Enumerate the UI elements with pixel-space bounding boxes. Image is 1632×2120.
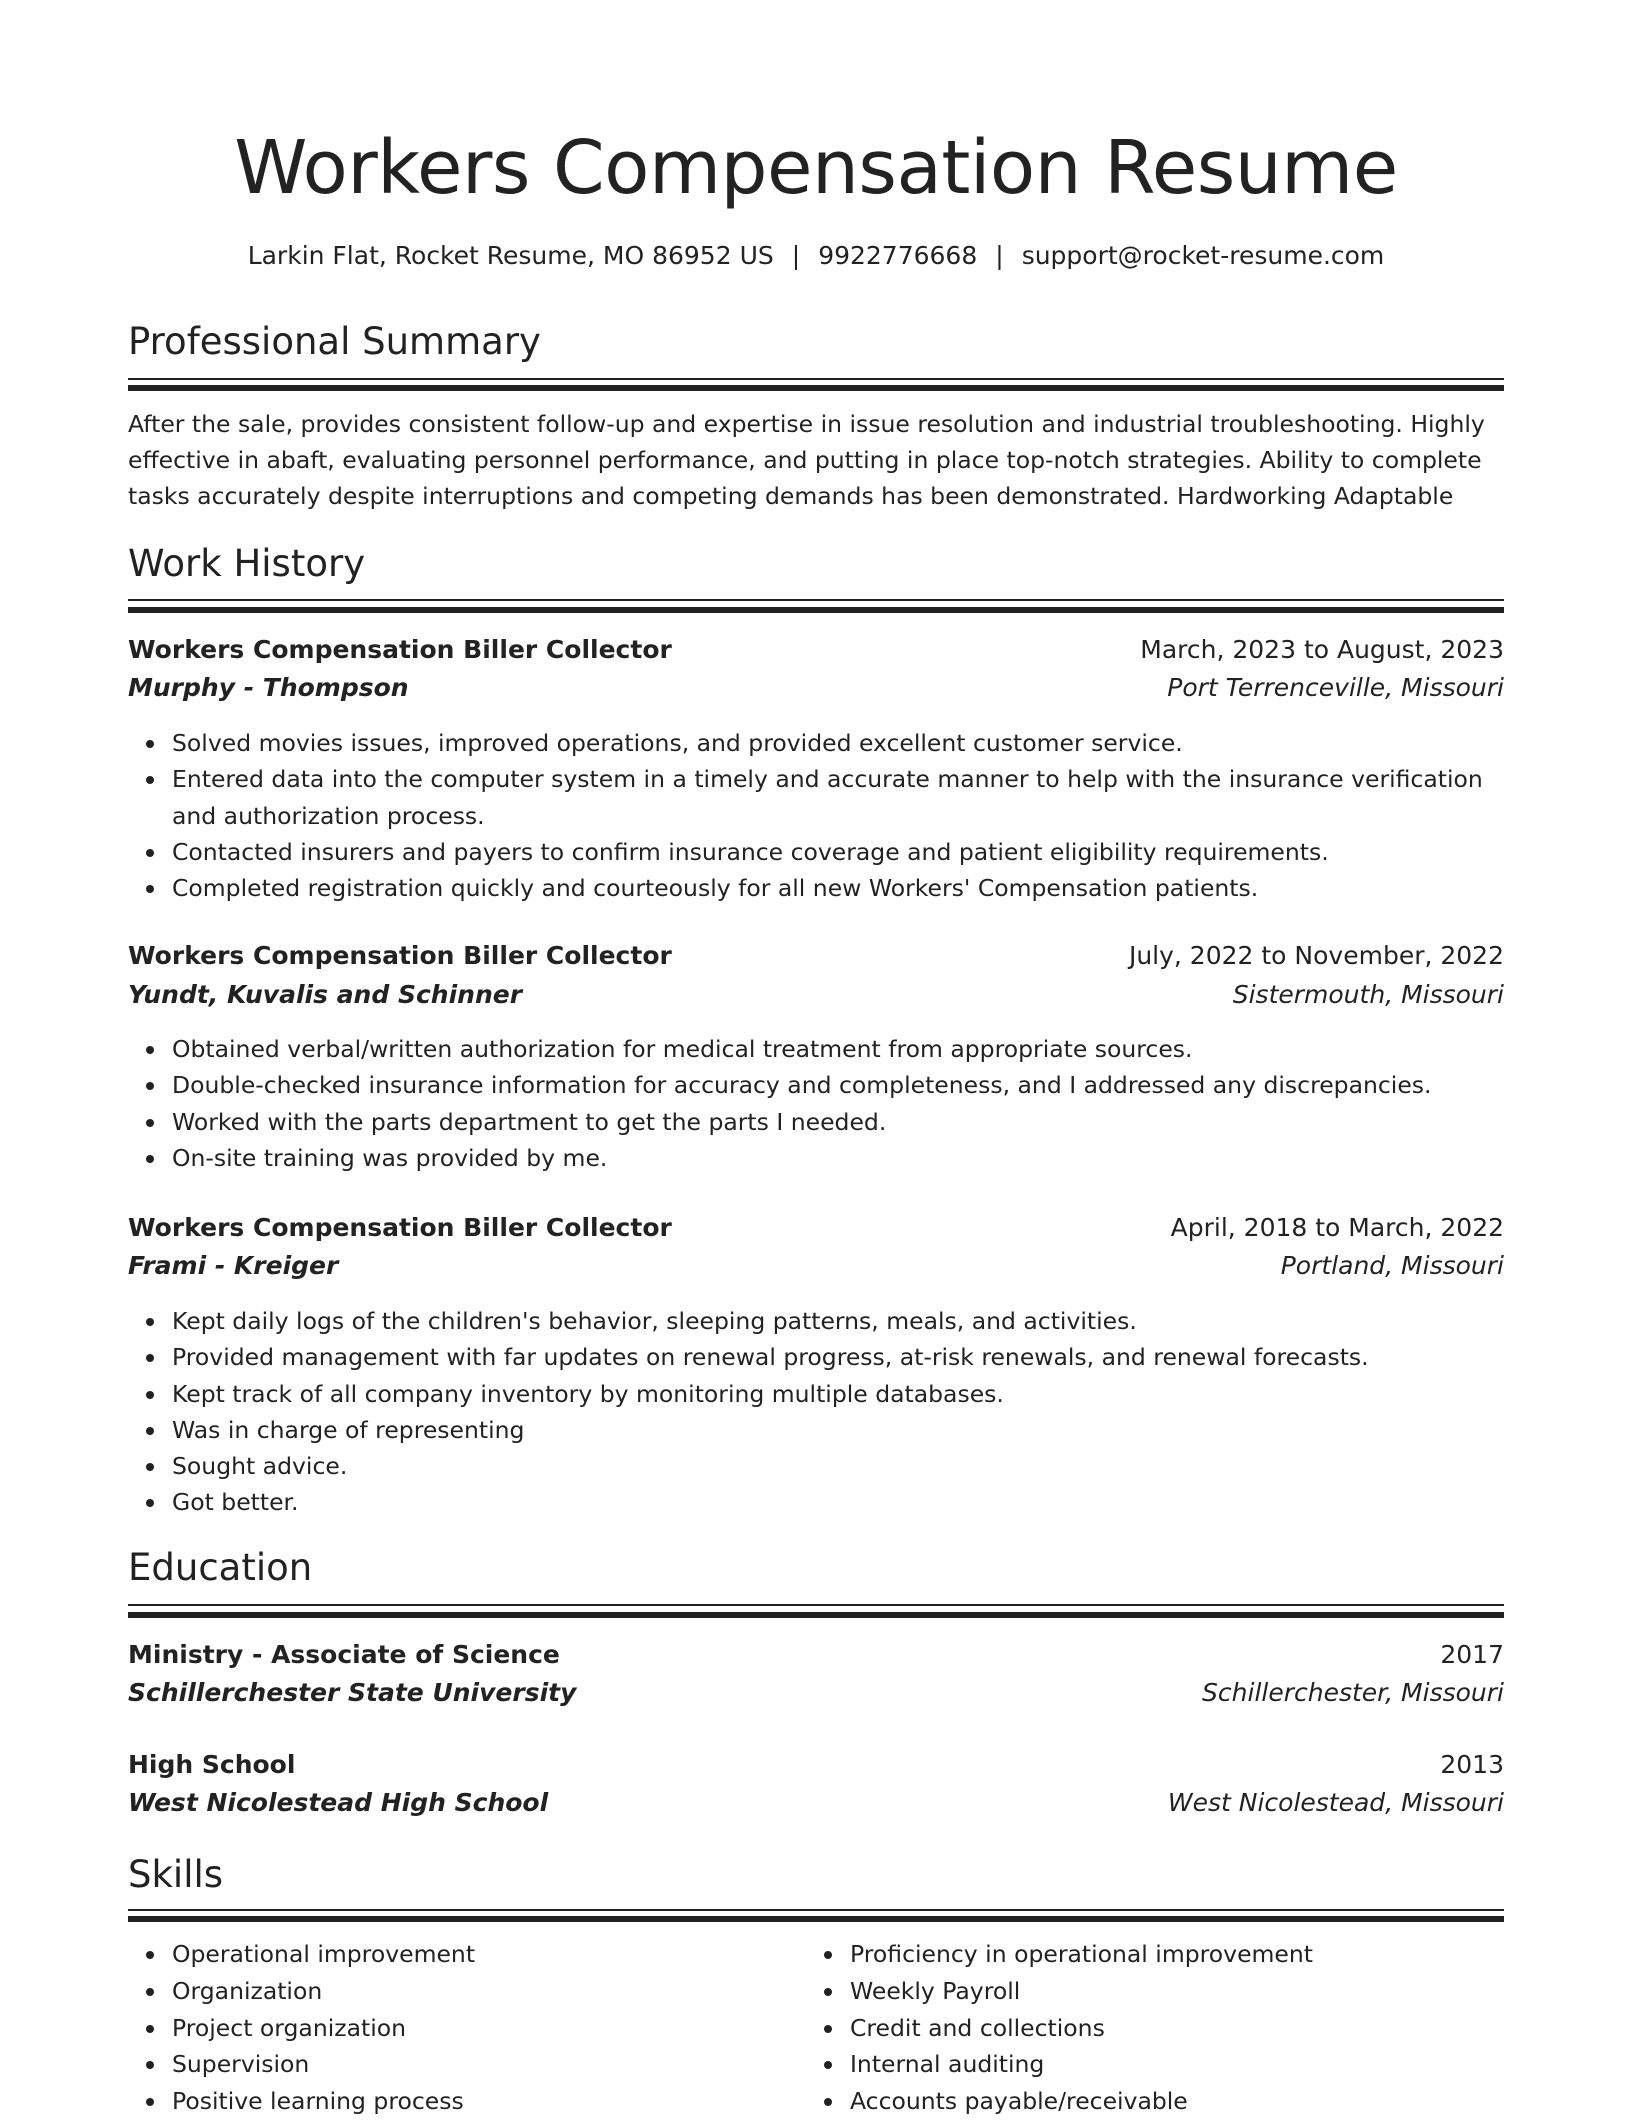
education-location: Schillerchester, Missouri bbox=[1202, 1678, 1504, 1707]
section-divider bbox=[128, 607, 1504, 613]
list-item: Was in charge of representing bbox=[172, 1412, 1504, 1448]
summary-heading: Professional Summary bbox=[128, 320, 541, 363]
job-location: Portland, Missouri bbox=[1280, 1251, 1504, 1280]
job-title-row bbox=[128, 938, 1504, 974]
skills-list-right bbox=[806, 1936, 1486, 2120]
job-company-row bbox=[128, 1248, 1504, 1284]
job-bullets bbox=[128, 725, 1504, 906]
summary-text: After the sale, provides consistent follow-up and expertise in issue resolution and industrial troubleshooting. Highly effective in abaft, evaluating personnel performance, and putting in place top-notch strategies. Ability to complete tasks accurately despite interruptions and competing demands has been demonstrated. Hardworking Adaptable bbox=[128, 410, 1485, 510]
job-title-row bbox=[128, 1210, 1504, 1246]
section-divider bbox=[128, 599, 1504, 601]
section-divider bbox=[128, 1909, 1504, 1911]
job-dates: April, 2018 to March, 2022 bbox=[1170, 1213, 1504, 1242]
job-dates: March, 2023 to August, 2023 bbox=[1140, 635, 1504, 664]
education-degree: High School bbox=[128, 1750, 296, 1779]
list-item: Organization bbox=[172, 1973, 808, 2010]
job-dates: July, 2022 to November, 2022 bbox=[1128, 941, 1504, 970]
list-item: Worked with the parts department to get the parts I needed. bbox=[172, 1104, 1504, 1140]
list-item: Double-checked insurance information for accuracy and completeness, and I addressed any discrepancies. bbox=[172, 1067, 1504, 1103]
job-role: Workers Compensation Biller Collector bbox=[128, 1213, 672, 1242]
education-location: West Nicolestead, Missouri bbox=[1167, 1788, 1504, 1817]
education-school: Schillerchester State University bbox=[128, 1678, 577, 1707]
job-location: Port Terrenceville, Missouri bbox=[1167, 673, 1504, 702]
section-divider bbox=[128, 385, 1504, 391]
list-item: Project organization bbox=[172, 2010, 808, 2047]
section-divider bbox=[128, 1916, 1504, 1922]
contact-line bbox=[128, 238, 1504, 274]
contact-address: Larkin Flat, Rocket Resume, MO 86952 US bbox=[247, 241, 774, 270]
list-item: Positive learning process bbox=[172, 2083, 808, 2120]
list-item: Operational improvement bbox=[172, 1936, 808, 1973]
job-role: Workers Compensation Biller Collector bbox=[128, 635, 672, 664]
resume-title: Workers Compensation Resume bbox=[234, 125, 1398, 211]
work-heading: Work History bbox=[128, 542, 366, 585]
job-company-row bbox=[128, 977, 1504, 1013]
list-item: Kept track of all company inventory by monitoring multiple databases. bbox=[172, 1376, 1504, 1412]
list-item: Provided management with far updates on renewal progress, at-risk renewals, and renewal forecasts. bbox=[172, 1339, 1504, 1375]
list-item: Sought advice. bbox=[172, 1448, 1504, 1484]
list-item: Contacted insurers and payers to confirm insurance coverage and patient eligibility requirements. bbox=[172, 834, 1504, 870]
section-divider bbox=[128, 1604, 1504, 1606]
skills-heading: Skills bbox=[128, 1853, 224, 1896]
job-company: Murphy - Thompson bbox=[128, 673, 409, 702]
education-section-header bbox=[128, 1544, 1504, 1592]
job-bullets bbox=[128, 1031, 1504, 1176]
list-item: Supervision bbox=[172, 2046, 808, 2083]
skills-list-left bbox=[128, 1936, 808, 2120]
education-school-row bbox=[128, 1785, 1504, 1821]
education-year: 2017 bbox=[1440, 1640, 1504, 1669]
list-item: Accounts payable/receivable bbox=[850, 2083, 1486, 2120]
education-degree: Ministry - Associate of Science bbox=[128, 1640, 560, 1669]
education-degree-row bbox=[128, 1637, 1504, 1673]
education-heading: Education bbox=[128, 1546, 313, 1589]
contact-phone: 9922776668 bbox=[818, 241, 978, 270]
education-degree-row bbox=[128, 1747, 1504, 1783]
education-year: 2013 bbox=[1440, 1750, 1504, 1779]
list-item: Obtained verbal/written authorization for medical treatment from appropriate sources. bbox=[172, 1031, 1504, 1067]
contact-separator: | bbox=[791, 241, 801, 270]
education-school-row bbox=[128, 1675, 1504, 1711]
list-item: Weekly Payroll bbox=[850, 1973, 1486, 2010]
list-item: Proficiency in operational improvement bbox=[850, 1936, 1486, 1973]
skills-section-header bbox=[128, 1851, 1504, 1899]
summary-section-header bbox=[128, 318, 1504, 366]
list-item: Entered data into the computer system in a timely and accurate manner to help with the insurance verification and authorization process. bbox=[172, 761, 1504, 834]
contact-separator: | bbox=[995, 241, 1004, 270]
section-divider bbox=[128, 1612, 1504, 1618]
job-location: Sistermouth, Missouri bbox=[1232, 980, 1504, 1009]
list-item: Completed registration quickly and courteously for all new Workers' Compensation patients. bbox=[172, 870, 1504, 906]
job-title-row bbox=[128, 632, 1504, 668]
contact-email: support@rocket-resume.com bbox=[1021, 241, 1385, 270]
list-item: Credit and collections bbox=[850, 2010, 1486, 2047]
job-company: Yundt, Kuvalis and Schinner bbox=[128, 980, 523, 1009]
list-item: On-site training was provided by me. bbox=[172, 1140, 1504, 1176]
list-item: Solved movies issues, improved operations, and provided excellent customer service. bbox=[172, 725, 1504, 761]
section-divider bbox=[128, 378, 1504, 380]
job-company: Frami - Kreiger bbox=[128, 1251, 339, 1280]
job-company-row bbox=[128, 670, 1504, 706]
list-item: Kept daily logs of the children's behavior, sleeping patterns, meals, and activities. bbox=[172, 1303, 1504, 1339]
job-role: Workers Compensation Biller Collector bbox=[128, 941, 672, 970]
job-bullets bbox=[128, 1303, 1504, 1521]
list-item: Got better. bbox=[172, 1484, 1504, 1520]
education-school: West Nicolestead High School bbox=[128, 1788, 549, 1817]
list-item: Internal auditing bbox=[850, 2046, 1486, 2083]
work-section-header bbox=[128, 540, 1504, 588]
